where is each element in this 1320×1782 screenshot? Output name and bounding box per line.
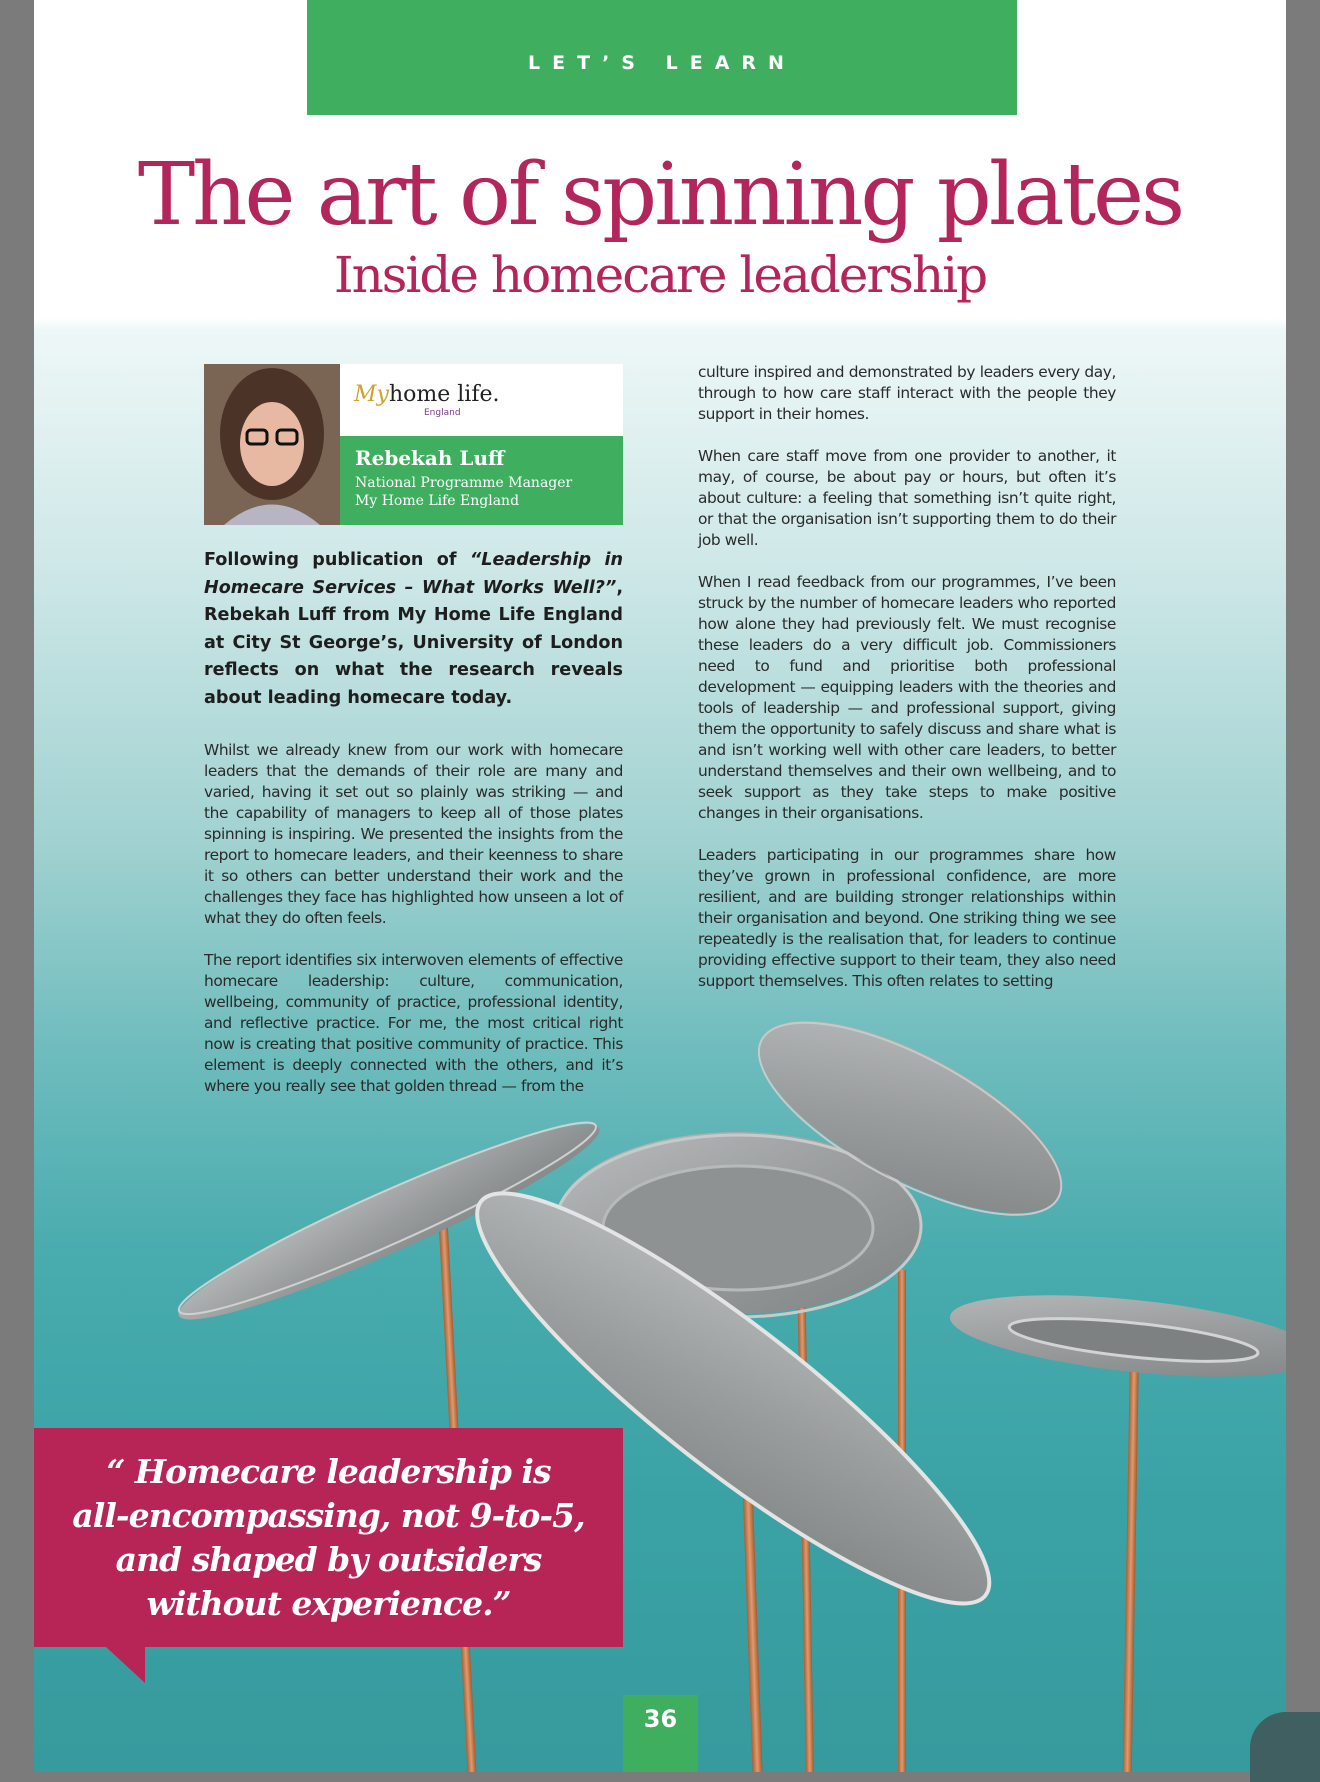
body-column-left xyxy=(204,740,623,1118)
author-photo xyxy=(204,364,340,525)
author-card xyxy=(204,364,623,525)
paragraph: culture inspired and demonstrated by leaders every day, through to how care staff interact with the people they support in their homes. xyxy=(698,363,1116,423)
pull-quote-tail xyxy=(106,1647,145,1683)
paragraph: When care staff move from one provider to another, it may, of course, be about pay or hours, but often it’s about culture: a feeling that something isn’t quite right, or that the organisation isn’t supporting them to do their job well. xyxy=(698,447,1116,549)
logo-region: England xyxy=(424,408,461,418)
paragraph: Leaders participating in our programmes share how they’ve grown in professional confidence, are more resilient, and are building stronger relationships within their organisation and beyond. One striking thing we see repeatedly is the realisation that, for leaders to continue providing effective support to their team, they also need support themselves. This often relates to setting xyxy=(698,846,1116,990)
plate-stick xyxy=(742,1470,763,1772)
author-name: Rebekah Luff xyxy=(355,446,505,470)
pull-quote: “ Homecare leadership is all-encompassing, not 9-to-5, and shaped by outsiders without experience.” xyxy=(34,1428,623,1647)
body-column-right xyxy=(698,362,1116,1013)
paragraph: When I read feedback from our programmes, I’ve been struck by the number of homecare leaders who reported how alone they had previously felt. We must recognise these leaders do a very difficult job. Commissioners need to fund and prioritise both professional development — equipping leaders with the theories and tools of leadership — and professional support, giving them the opportunity to safely discuss and share what is and isn’t working well with other care leaders, to better understand themselves and their own wellbeing, and to seek support as they take steps to make positive changes in their organisations. xyxy=(698,573,1116,822)
author-organisation: My Home Life England xyxy=(355,493,520,509)
plate-stick xyxy=(1123,1355,1139,1772)
magazine-page xyxy=(34,0,1286,1772)
paragraph: Whilst we already knew from our work with homecare leaders that the demands of their role are many and varied, having it set out so plainly was striking — and the capability of managers to keep all of those plates spinning is inspiring. We presented the insights from the report to homecare leaders, and their keenness to share it so others can better understand their work and the challenges they face has highlighted how unseen a lot of what they do often feels. xyxy=(204,741,623,927)
page-number: 36 xyxy=(623,1695,698,1772)
article-title: The art of spinning plates xyxy=(137,145,1183,245)
my-home-life-logo: Myhome life. xyxy=(354,382,500,407)
section-label: LET’S LEARN xyxy=(528,52,796,74)
paragraph: The report identifies six interwoven elements of effective homecare leadership: culture, communication, wellbeing, community of practice, professional identity, and reflective practice. For me, the most critical right now is creating that positive community of practice. This element is deeply connected with the others, and it’s where you really see that golden thread — from the xyxy=(204,951,623,1095)
intro-standfirst: Following publication of “Leadership in Homecare Services – What Works Well?”, Rebekah Luff from My Home Life England at City St George’s, University of London reflects on what the research reveals about leading homecare today. xyxy=(204,550,623,708)
report-title: “Leadership in Homecare Services – What Works Well?” xyxy=(204,550,623,598)
plate xyxy=(946,1281,1286,1391)
author-info xyxy=(340,436,623,525)
article-subtitle: Inside homecare leadership xyxy=(333,246,987,304)
author-role: National Programme Manager xyxy=(355,475,573,491)
